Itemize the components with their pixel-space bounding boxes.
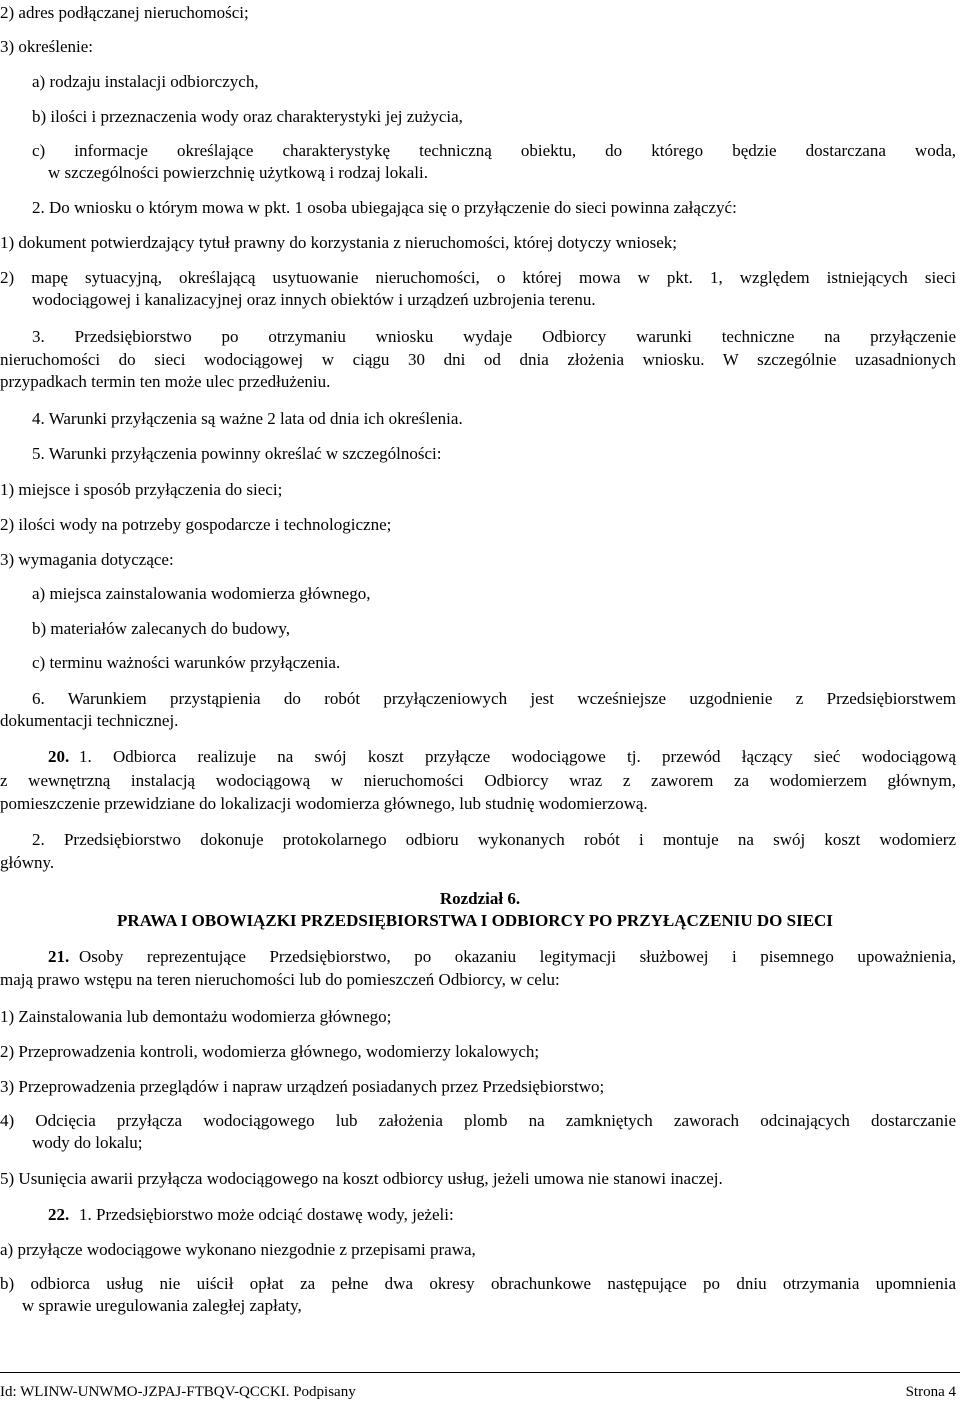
chapter-title: Rozdział 6.	[439, 889, 521, 908]
text-line: 1) miejsce i sposób przyłączenia do sieci;	[0, 480, 283, 499]
text-line: c) terminu ważności warunków przyłączenia.	[32, 653, 341, 672]
text-line: z wewnętrzną instalacją wodociągową w nieruchomości Odbiorcy wraz z zaworem za wodomierzem głównym,	[0, 771, 956, 790]
text-line: b) odbiorca usług nie uiścił opłat za pełne dwa okresy obrachunkowe następujące po dniu otrzymania upomnienia	[0, 1274, 956, 1293]
text-line: nieruchomości do sieci wodociągowej w ciągu 30 dni od dnia złożenia wniosku. W szczególnie uzasadnionych	[0, 350, 956, 369]
text-line: b) materiałów zalecanych do budowy,	[32, 619, 291, 638]
footer-divider	[0, 1372, 960, 1373]
text-line: 1) Zainstalowania lub demontażu wodomierza głównego;	[0, 1007, 392, 1026]
text-line: w sprawie uregulowania zaległej zapłaty,	[22, 1296, 302, 1315]
text-line: 2. Do wniosku o którym mowa w pkt. 1 osoba ubiegająca się o przyłączenie do sieci powinna załączyć:	[32, 198, 737, 217]
text-line: główny.	[0, 853, 55, 872]
text-line: 3) wymagania dotyczące:	[0, 550, 174, 569]
text-line: wodociągowej i kanalizacyjnej oraz innych obiektów i urządzeń uzbrojenia terenu.	[32, 290, 596, 309]
text-line: pomieszczenie przewidziane do lokalizacji wodomierza głównego, lub studnię wodomierzową.	[0, 794, 648, 813]
footer-page-number: Strona 4	[905, 1384, 956, 1400]
text-line: 2. Przedsiębiorstwo dokonuje protokolarnego odbioru wykonanych robót i montuje na swój koszt wodomierz	[32, 830, 956, 849]
text-line: wody do lokalu;	[32, 1133, 143, 1152]
text-line: 1. Przedsiębiorstwo może odciąć dostawę wody, jeżeli:	[79, 1205, 454, 1224]
text-line: 5. Warunki przyłączenia powinny określać w szczególności:	[32, 444, 442, 463]
section-number: 22.	[48, 1205, 70, 1224]
text-line: 6. Warunkiem przystąpienia do robót przyłączeniowych jest wcześniejsze uzgodnienie z Przedsiębiorstwem	[32, 689, 956, 708]
text-line: a) przyłącze wodociągowe wykonano niezgodnie z przepisami prawa,	[0, 1240, 476, 1259]
text-line: 4) Odcięcia przyłącza wodociągowego lub założenia plomb na zamkniętych zaworach odcinających dostarczanie	[0, 1111, 956, 1130]
text-line: 3. Przedsiębiorstwo po otrzymaniu wniosku wydaje Odbiorcy warunki techniczne na przyłączenie	[32, 327, 956, 346]
text-line: b) ilości i przeznaczenia wody oraz charakterystyki jej zużycia,	[32, 107, 463, 126]
text-line: 4. Warunki przyłączenia są ważne 2 lata od dnia ich określenia.	[32, 409, 463, 428]
text-line: 2) mapę sytuacyjną, określającą usytuowanie nieruchomości, o której mowa w pkt. 1, względem istniejących sieci	[0, 268, 956, 287]
text-line: 3) Przeprowadzenia przeglądów i napraw urządzeń posiadanych przez Przedsiębiorstwo;	[0, 1077, 605, 1096]
text-line: 2) Przeprowadzenia kontroli, wodomierza głównego, wodomierzy lokalowych;	[0, 1042, 540, 1061]
chapter-heading: PRAWA I OBOWIĄZKI PRZEDSIĘBIORSTWA I ODBIORCY PO PRZYŁĄCZENIU DO SIECI	[117, 911, 833, 930]
text-line: 2) adres podłączanej nieruchomości;	[0, 3, 249, 22]
text-line: przypadkach termin ten może ulec przedłużeniu.	[0, 372, 331, 391]
text-line: 1) dokument potwierdzający tytuł prawny do korzystania z nieruchomości, której dotyczy wniosek;	[0, 233, 677, 252]
footer-document-id: Id: WLINW-UNWMO-JZPAJ-FTBQV-QCCKI. Podpisany	[0, 1384, 356, 1400]
text-line: mają prawo wstępu na teren nieruchomości lub do pomieszczeń Odbiorcy, w celu:	[0, 970, 560, 989]
section-number: 21.	[48, 947, 70, 966]
text-line: Osoby reprezentujące Przedsiębiorstwo, po okazaniu legitymacji służbowej i pisemnego upoważnienia,	[79, 947, 956, 966]
text-line: c) informacje określające charakterystykę techniczną obiektu, do którego będzie dostarczana woda,	[32, 141, 956, 160]
text-line: 5) Usunięcia awarii przyłącza wodociągowego na koszt odbiorcy usług, jeżeli umowa nie stanowi inaczej.	[0, 1169, 723, 1188]
text-line: w szczególności powierzchnię użytkową i rodzaj lokali.	[48, 163, 429, 182]
text-line: 1. Odbiorca realizuje na swój koszt przyłącze wodociągowe tj. przewód łączący sieć wodociągową	[79, 747, 956, 766]
text-line: a) rodzaju instalacji odbiorczych,	[32, 72, 259, 91]
text-line: 2) ilości wody na potrzeby gospodarcze i technologiczne;	[0, 515, 392, 534]
text-line: 3) określenie:	[0, 37, 93, 56]
text-line: dokumentacji technicznej.	[0, 711, 179, 730]
text-line: a) miejsca zainstalowania wodomierza głównego,	[32, 584, 371, 603]
section-number: 20.	[48, 747, 70, 766]
